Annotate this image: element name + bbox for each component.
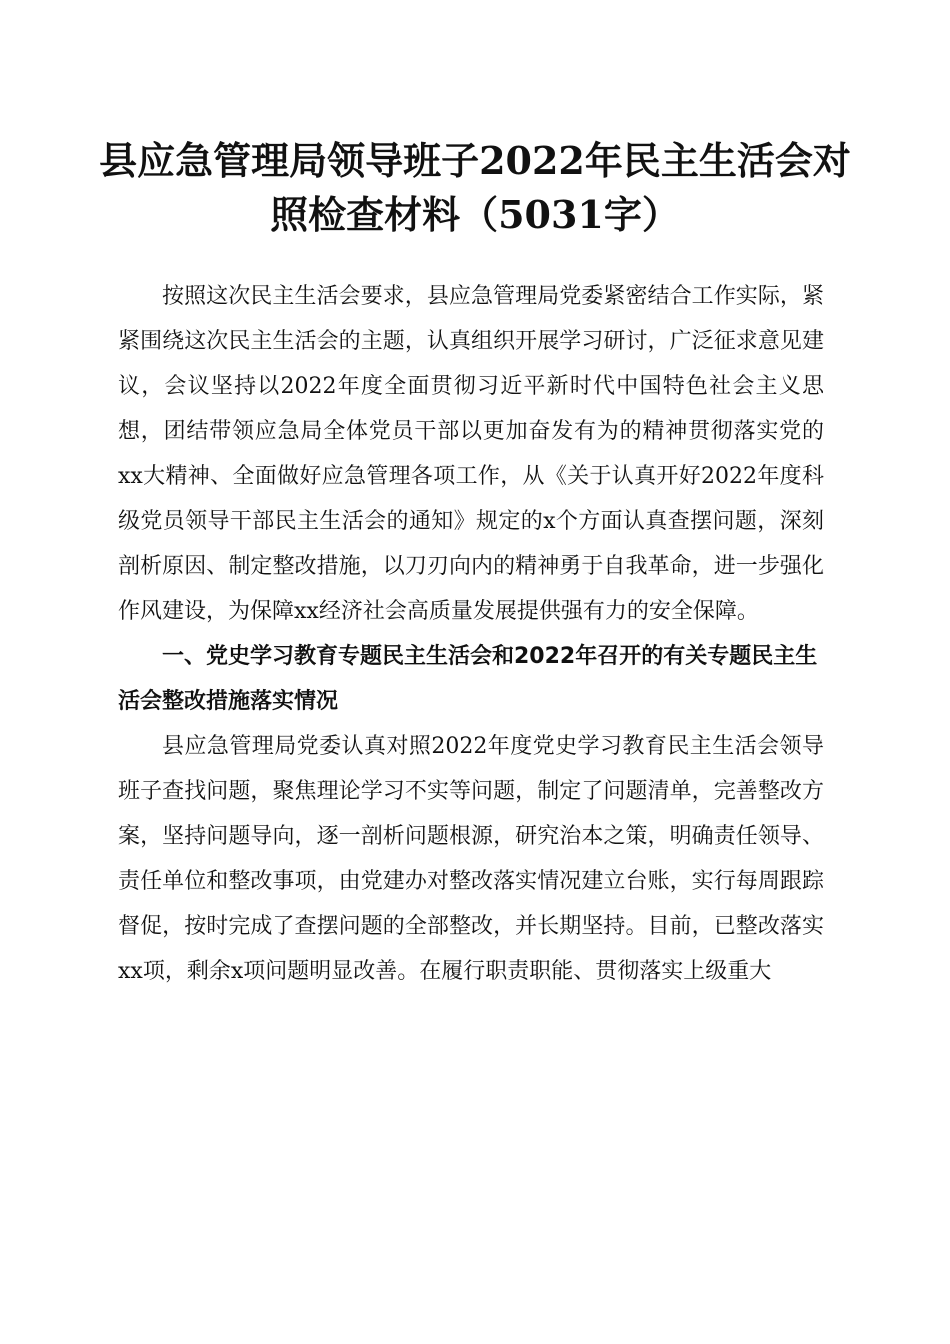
section-heading-1: 一、党史学习教育专题民主生活会和2022年召开的有关专题民主生活会整改措施落实情况 bbox=[118, 644, 818, 714]
document-title-line-2: 照检查材料（5031字） bbox=[270, 192, 680, 237]
intro-paragraph: 按照这次民主生活会要求，县应急管理局党委紧密结合工作实际，紧紧围绕这次民主生活会的主题，认真组织开展学习研讨，广泛征求意见建议，会议坚持以2022年度全面贯彻习近平新时代中国特色社会主义思想，团结带领应急局全体党员干部以更加奋发有为的精神贯彻落实党的xx大精神、全面做好应急管理各项工作，从《关于认真开好2022年度科级党员领导干部民主生活会的通知》规定的x个方面认真查摆问题，深刻剖析原因、制定整改措施，以刀刃向内的精神勇于自我革命，进一步强化作风建设，为保障xx经济社会高质量发展提供强有力的安全保障。 bbox=[118, 284, 824, 624]
document-title-line-1: 县应急管理局领导班子2022年民主生活会对 bbox=[99, 138, 851, 183]
document-body bbox=[118, 274, 824, 994]
section-paragraph-1: 县应急管理局党委认真对照2022年度党史学习教育民主生活会领导班子查找问题，聚焦理论学习不实等问题，制定了问题清单，完善整改方案，坚持问题导向，逐一剖析问题根源，研究治本之策，明确责任领导、责任单位和整改事项，由党建办对整改落实情况建立台账，实行每周跟踪督促，按时完成了查摆问题的全部整改，并长期坚持。目前，已整改落实xx项，剩余x项问题明显改善。在履行职责职能、贯彻落实上级重大 bbox=[118, 734, 824, 984]
